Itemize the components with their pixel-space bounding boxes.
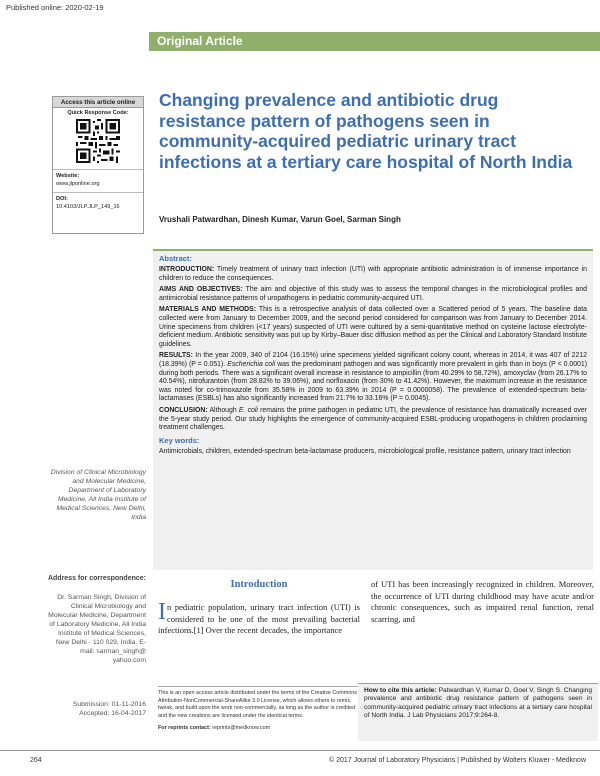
abstract-heading: Abstract: <box>159 254 192 263</box>
license-statement: This is an open access article distributed under the terms of the Creative Commons Attribution-NonCommercial-ShareAlike 3.0 License, which allows others to remix, tweak, and build upon the work non-commercially, as long as the author is credited and the new creations are licensed under the identical terms. <box>158 686 360 720</box>
correspondence-label: Address for correspondence: <box>47 575 146 582</box>
keywords-text: Antimicrobials, children, extended-spectrum beta-lactamase producers, microbiological profile, resistance pattern, urinary tract infection <box>159 447 571 455</box>
abstract-methods-label: MATERIALS AND METHODS: <box>159 306 257 314</box>
qr-code-image[interactable] <box>76 119 120 163</box>
article-title: Changing prevalence and antibiotic drug resistance pattern of pathogens seen in community-acquired pediatric urinary tract infections at a tertiary care hospital of North India <box>159 90 573 172</box>
doi-label: DOI: <box>56 196 68 202</box>
accepted-date: Accepted: 16-04-2017 <box>79 710 146 717</box>
author-list: Vrushali Patwardhan, Dinesh Kumar, Varun Goel, Sarman Singh <box>159 215 401 224</box>
introduction-heading: Introduction <box>230 579 288 590</box>
doi-value[interactable]: 10.4103/JLP.JLP_149_16 <box>56 204 120 210</box>
abstract-conclusion-text-1: Although <box>207 406 239 414</box>
website-label: Website: <box>56 173 80 179</box>
reprints-contact <box>158 725 270 731</box>
website-block <box>53 170 143 190</box>
abstract-conclusion-organism: E. coli <box>238 406 258 414</box>
page-number: 264 <box>30 757 42 764</box>
how-to-cite-box <box>358 683 598 741</box>
footer-copyright: © 2017 Journal of Laboratory Physicians | Published by Wolters Kluwer - Medknow <box>328 757 586 764</box>
reprints-label: For reprints contact: <box>158 725 211 731</box>
article-type-label: Original Article <box>157 34 243 48</box>
introduction-column-2: of UTI has been increasingly recognized in children. Moreover, the occurrence of UTI during childhood may have acute and/or chronic consequences, such as impaired renal function, renal scarring, and <box>371 579 594 624</box>
doi-block <box>53 193 143 213</box>
abstract-conclusion-label: CONCLUSION: <box>159 406 208 414</box>
abstract-introduction-label: INTRODUCTION: <box>159 266 215 273</box>
published-online-date: Published online: 2020-02-19 <box>6 3 104 12</box>
abstract-aims-text: The aim and objective of this study was to assess the temporal changes in the microbiological profiles and antimicrobial resistance patterns of uropathogens in pediatric community-acquired UTI. <box>159 286 587 302</box>
abstract-aims <box>159 286 587 303</box>
abstract-aims-label: AIMS AND OBJECTIVES: <box>159 286 243 294</box>
abstract-methods <box>159 306 587 349</box>
abstract-results-text-2: was the predominant pathogen and was significantly more prevalent in girls than in boys (P < 0.0001) during both periods. There was a significant overall increase in resistance to ampicillin (from 40.29% to 58.72%), amoxyclav (from 26.17% to 40.54%), nitrofurantoin (from 28.82% to 39.06%), and norfloxacin (from 30% to 41.42%). However, the maximum increase in the resistance was noted for co-trimoxazole from 35.58% in 2009 to 63.39% in 2014 (P = 0.0000058). The prevalence of extended-spectrum beta-lactamases (ESBLs) has also significantly increased from 21.7% to 33.16% (P = 0.0045). <box>159 360 587 403</box>
abstract-results-label: RESULTS: <box>159 352 193 360</box>
introduction-col1-text: n pediatric population, urinary tract infection (UTI) is considered to be one of the most prevailing bacterial infections.[1] Over the recent decades, the importance <box>158 602 360 636</box>
introduction-dropcap: I <box>158 599 166 625</box>
abstract-introduction <box>159 266 587 283</box>
submission-date: Submission: 01-11-2016 <box>72 701 146 708</box>
qr-code-label: Quick Response Code: <box>67 110 129 116</box>
reprints-email[interactable]: reprints@medknow.com <box>210 725 271 731</box>
footer-divider <box>0 750 600 751</box>
correspondence-address: Dr. Sarman Singh, Division of Clinical Microbiology and Molecular Medicine, Department of Laboratory Medicine, All India Institute of Medical Sciences, New Delhi - 110 029, India. E-mail: sarman_singh@ yahoo.com <box>48 594 146 664</box>
abstract-results <box>159 352 587 404</box>
abstract-conclusion <box>159 407 587 433</box>
abstract-results-organism: Escherichia coli <box>227 360 276 368</box>
abstract-conclusion-text-2: remains the prime pathogen in pediatric UTI, the prevalence of resistance has dramatically increased over the 5-year study period. Our study highlights the emergence of community-acquired ESBL-producing uropathogens in children proclaiming treatment challenges. <box>159 406 588 432</box>
how-to-cite-label: How to cite this article: <box>364 687 437 694</box>
abstract-introduction-text: Timely treatment of urinary tract infection (UTI) with appropriate antibiotic administration is of immense importance in children to reduce the consequences. <box>159 266 587 282</box>
introduction-column-1 <box>158 599 360 637</box>
author-affiliation: Division of Clinical Microbiology and Molecular Medicine, Department of Laboratory Medicine, All India Institute of Medical Sciences, New Delhi, India <box>50 469 146 521</box>
abstract-results-text-1: In the year 2009, 340 of 2104 (16.15%) urine specimens yielded significant colony count, whereas in 2014, it was 407 of 2212 (18.39%) (P = 0.051). <box>159 352 587 368</box>
article-type-band <box>149 32 600 51</box>
how-to-cite-text: Patwardhan V, Kumar D, Goel V, Singh S. Changing prevalence and antibiotic drug resistance pattern of pathogens seen in community-acquired pediatric urinary tract infections at a tertiary care hospital of North India. J Lab Physicians 2017;9:264-8. <box>364 687 592 720</box>
access-box-heading: Access this article online <box>53 97 143 108</box>
abstract-methods-text: This is a retrospective analysis of data collected over a Scattered period of 5 years. The baseline data collected were from January to December 2009, and the second period considered for comparison was from January to December 2014. Urine specimens from children (<17 years) suspected of UTI were cultured by a semi-quantitative method on cysteine lactose electrolyte-deficient medium. Antibiotic sensitivity was put up by Kirby–Bauer disc diffusion method as per the Clinical and Laboratory Standard Institute guidelines. <box>159 306 587 348</box>
submission-dates <box>46 700 146 718</box>
website-link[interactable]: www.jlponline.org <box>56 181 100 187</box>
keywords-heading: Key words: <box>159 435 200 445</box>
access-article-box <box>52 96 144 234</box>
abstract-box <box>153 249 593 570</box>
